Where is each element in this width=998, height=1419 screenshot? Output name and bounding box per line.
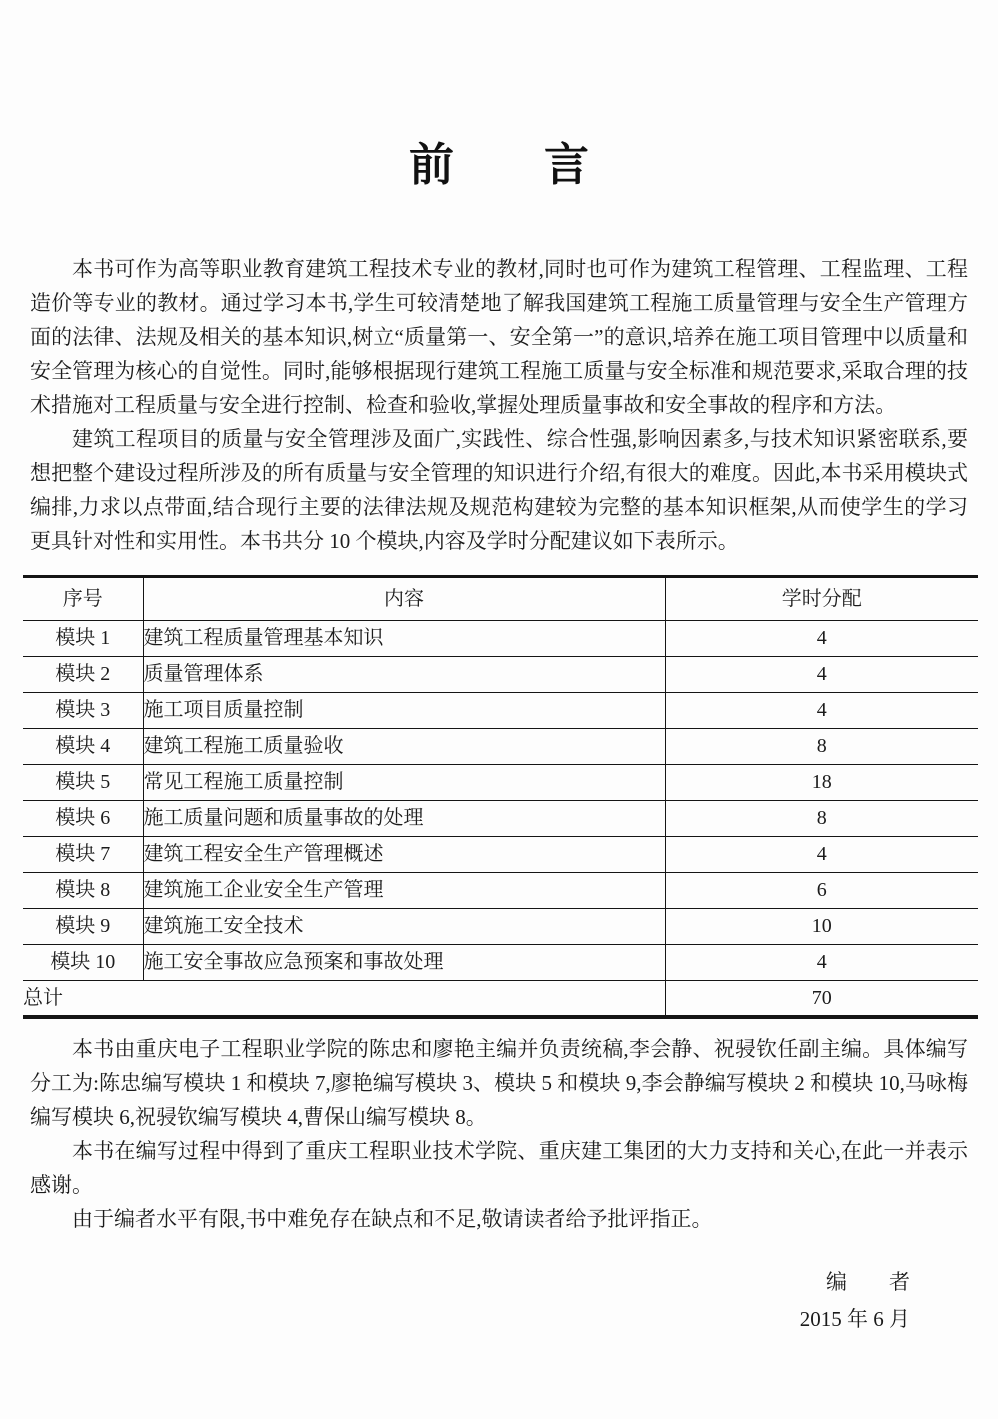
header-content: 内容 [143, 576, 665, 620]
module-no: 模块 3 [23, 692, 143, 728]
closing-paragraph-1: 本书由重庆电子工程职业学院的陈忠和廖艳主编并负责统稿,李会静、祝骎钦任副主编。具体编写分工为:陈忠编写模块 1 和模块 7,廖艳编写模块 3、模块 5 和模块 9,李会静编写模块 2 和模块 10,马咏梅编写模块 6,祝骎钦编写模块 4,曹保山编写模块 8。 [30, 1036, 968, 1129]
module-hours: 8 [665, 728, 978, 764]
total-hours: 70 [665, 980, 978, 1017]
body-content [23, 252, 968, 1338]
table-row [23, 908, 978, 944]
module-no: 模块 9 [23, 908, 143, 944]
module-content: 建筑工程安全生产管理概述 [143, 836, 665, 872]
table-row [23, 620, 978, 656]
module-no: 模块 7 [23, 836, 143, 872]
page-title: 前 言 [408, 139, 589, 190]
header-no: 序号 [23, 576, 143, 620]
module-content: 建筑工程质量管理基本知识 [143, 620, 665, 656]
module-no: 模块 5 [23, 764, 143, 800]
signature-block [30, 1264, 968, 1338]
module-content: 常见工程施工质量控制 [143, 764, 665, 800]
module-content: 施工质量问题和质量事故的处理 [143, 800, 665, 836]
table-row [23, 800, 978, 836]
table-header-row [23, 576, 978, 620]
module-content: 质量管理体系 [143, 656, 665, 692]
table-row [23, 836, 978, 872]
module-hours-table [23, 575, 978, 1019]
module-hours: 4 [665, 656, 978, 692]
closing-paragraph-2: 本书在编写过程中得到了重庆工程职业技术学院、重庆建工集团的大力支持和关心,在此一并表示感谢。 [30, 1138, 968, 1197]
module-no: 模块 4 [23, 728, 143, 764]
module-hours: 18 [665, 764, 978, 800]
module-content: 施工安全事故应急预案和事故处理 [143, 944, 665, 980]
module-hours: 10 [665, 908, 978, 944]
signature-author: 编 者 [826, 1269, 910, 1294]
table-row [23, 764, 978, 800]
module-hours: 8 [665, 800, 978, 836]
closing-paragraph-3: 由于编者水平有限,书中难免存在缺点和不足,敬请读者给予批评指正。 [72, 1206, 713, 1231]
total-label: 总计 [23, 980, 665, 1017]
module-no: 模块 1 [23, 620, 143, 656]
module-hours: 6 [665, 872, 978, 908]
intro-paragraph-2: 建筑工程项目的质量与安全管理涉及面广,实践性、综合性强,影响因素多,与技术知识紧密联系,要想把整个建设过程所涉及的所有质量与安全管理的知识进行介绍,有很大的难度。因此,本书采用模块式编排,力求以点带面,结合现行主要的法律法规及规范构建较为完整的基本知识框架,从而使学生的学习更具针对性和实用性。本书共分 10 个模块,内容及学时分配建议如下表所示。 [30, 426, 968, 553]
module-no: 模块 10 [23, 944, 143, 980]
table-row [23, 872, 978, 908]
table-row [23, 656, 978, 692]
module-hours: 4 [665, 620, 978, 656]
module-no: 模块 6 [23, 800, 143, 836]
table-row [23, 728, 978, 764]
header-hours: 学时分配 [665, 576, 978, 620]
module-content: 建筑施工安全技术 [143, 908, 665, 944]
signature-date: 2015 年 6 月 [799, 1306, 910, 1331]
module-no: 模块 2 [23, 656, 143, 692]
module-hours: 4 [665, 836, 978, 872]
module-no: 模块 8 [23, 872, 143, 908]
module-hours: 4 [665, 692, 978, 728]
table-row [23, 692, 978, 728]
table-row [23, 944, 978, 980]
module-hours: 4 [665, 944, 978, 980]
table-total-row [23, 980, 978, 1017]
module-content: 建筑工程施工质量验收 [143, 728, 665, 764]
intro-paragraph-1: 本书可作为高等职业教育建筑工程技术专业的教材,同时也可作为建筑工程管理、工程监理、工程造价等专业的教材。通过学习本书,学生可较清楚地了解我国建筑工程施工质量管理与安全生产管理方面的法律、法规及相关的基本知识,树立“质量第一、安全第一”的意识,培养在施工项目管理中以质量和安全管理为核心的自觉性。同时,能够根据现行建筑工程施工质量与安全标准和规范要求,采取合理的技术措施对工程质量与安全进行控制、检查和验收,掌握处理质量事故和安全事故的程序和方法。 [30, 256, 968, 417]
module-content: 施工项目质量控制 [143, 692, 665, 728]
module-content: 建筑施工企业安全生产管理 [143, 872, 665, 908]
